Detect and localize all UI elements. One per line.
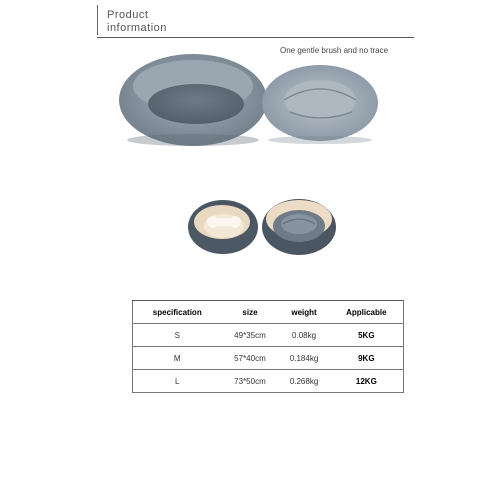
cell-applicable: 9KG <box>330 347 404 370</box>
cell-size: 73*50cm <box>222 370 279 393</box>
header-applicable: Applicable <box>330 301 404 324</box>
cell-applicable: 5KG <box>330 324 404 347</box>
title-line-2: information <box>107 22 167 34</box>
table-header-row <box>133 301 404 324</box>
small-bed-gray-image <box>262 199 336 255</box>
cell-weight: 0.184kg <box>278 347 329 370</box>
cushion-image <box>262 65 378 144</box>
table-row <box>133 324 404 347</box>
cell-applicable: 12KG <box>330 370 404 393</box>
large-bed-image <box>119 54 267 146</box>
cell-spec: S <box>133 324 222 347</box>
header-weight: weight <box>278 301 329 324</box>
cell-weight: 0.08kg <box>278 324 329 347</box>
header-size: size <box>222 301 279 324</box>
table-row <box>133 370 404 393</box>
cell-weight: 0.268kg <box>278 370 329 393</box>
small-bed-beige-image <box>188 200 258 254</box>
header-specification: specification <box>133 301 222 324</box>
product-caption: One gentle brush and no trace <box>280 46 389 55</box>
cell-spec: L <box>133 370 222 393</box>
specification-table <box>132 300 404 393</box>
cell-size: 57*40cm <box>222 347 279 370</box>
title-line-1: Product <box>107 9 149 21</box>
cell-spec: M <box>133 347 222 370</box>
table-row <box>133 347 404 370</box>
cell-size: 49*35cm <box>222 324 279 347</box>
